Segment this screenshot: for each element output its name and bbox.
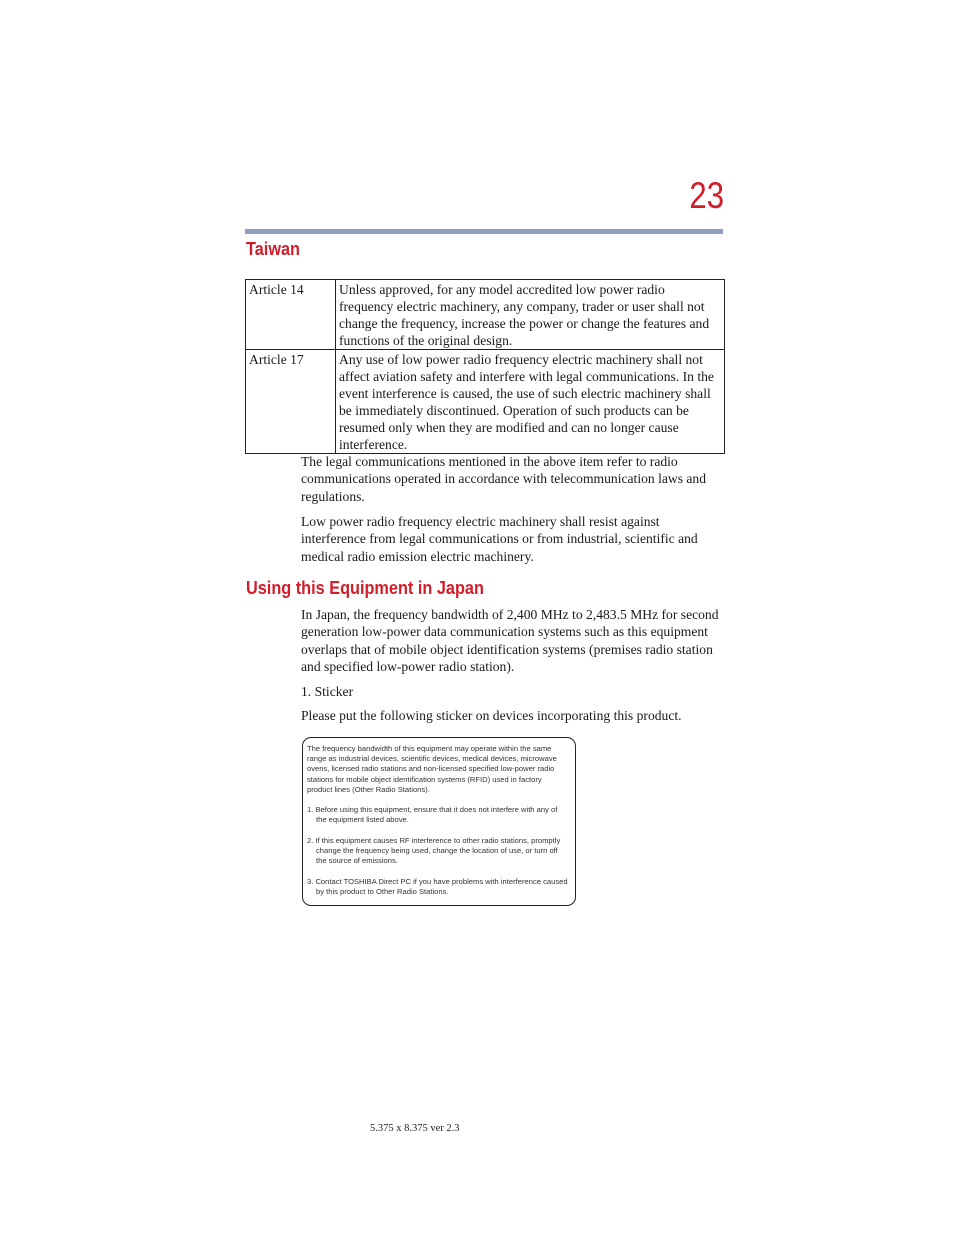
- table-row: [246, 350, 725, 454]
- page-number: 23: [689, 175, 724, 216]
- interference-paragraph: Low power radio frequency electric machinery shall resist against interference from legal communications or from industrial, scientific and medical radio emission electric machinery.: [301, 514, 698, 564]
- sticker-step-label: 1. Sticker: [301, 684, 354, 699]
- legal-communications-paragraph: The legal communications mentioned in the above item refer to radio communications operated in accordance with telecommunication laws and regulations.: [301, 454, 707, 504]
- sticker-item: 2. If this equipment causes RF interference to other radio stations, promptly change the frequency being used, change the location of use, or turn off the source of emissions.: [307, 835, 561, 866]
- taiwan-articles-table: [245, 279, 725, 454]
- sticker-item: 3. Contact TOSHIBA Direct PC if you have problems with interference caused by this product to Other Radio Stations.: [307, 876, 568, 896]
- page-footer: 5.375 x 8.375 ver 2.3: [370, 1123, 460, 1134]
- sticker-item: 1. Before using this equipment, ensure that it does not interfere with any of the equipment listed above.: [307, 805, 558, 825]
- section-heading-japan: Using this Equipment in Japan: [246, 577, 484, 598]
- sticker-box: [302, 737, 576, 906]
- article-label: Article 17: [246, 350, 336, 454]
- sticker-intro: The frequency bandwidth of this equipment may operate within the same range as industrial devices, scientific devices, medical devices, microwave ovens, licensed radio stations and non-licensed specified low-power radio stations for mobile object identification systems (RFID) used in factory product lines (Other Radio Stations).: [307, 744, 557, 794]
- section-heading-taiwan: Taiwan: [246, 238, 300, 259]
- article-text: Any use of low power radio frequency electric machinery shall not affect aviation safety and interfere with legal communications. In the event interference is caused, the use of such electric machinery shall be immediately discontinued. Operation of such products can be resumed only when they are modified and can no longer cause interference.: [336, 350, 725, 454]
- article-label: Article 14: [246, 280, 336, 350]
- japan-intro-paragraph: In Japan, the frequency bandwidth of 2,400 MHz to 2,483.5 MHz for second generation low-power data communication systems such as this equipment overlaps that of mobile object identification systems (premises radio station and specified low-power radio station).: [301, 607, 719, 674]
- article-text: Unless approved, for any model accredited low power radio frequency electric machinery, any company, trader or user shall not change the frequency, increase the power or change the features and functions of the original design.: [336, 280, 725, 350]
- header-rule: [245, 229, 723, 234]
- sticker-instruction: Please put the following sticker on devices incorporating this product.: [301, 708, 682, 723]
- table-row: [246, 280, 725, 350]
